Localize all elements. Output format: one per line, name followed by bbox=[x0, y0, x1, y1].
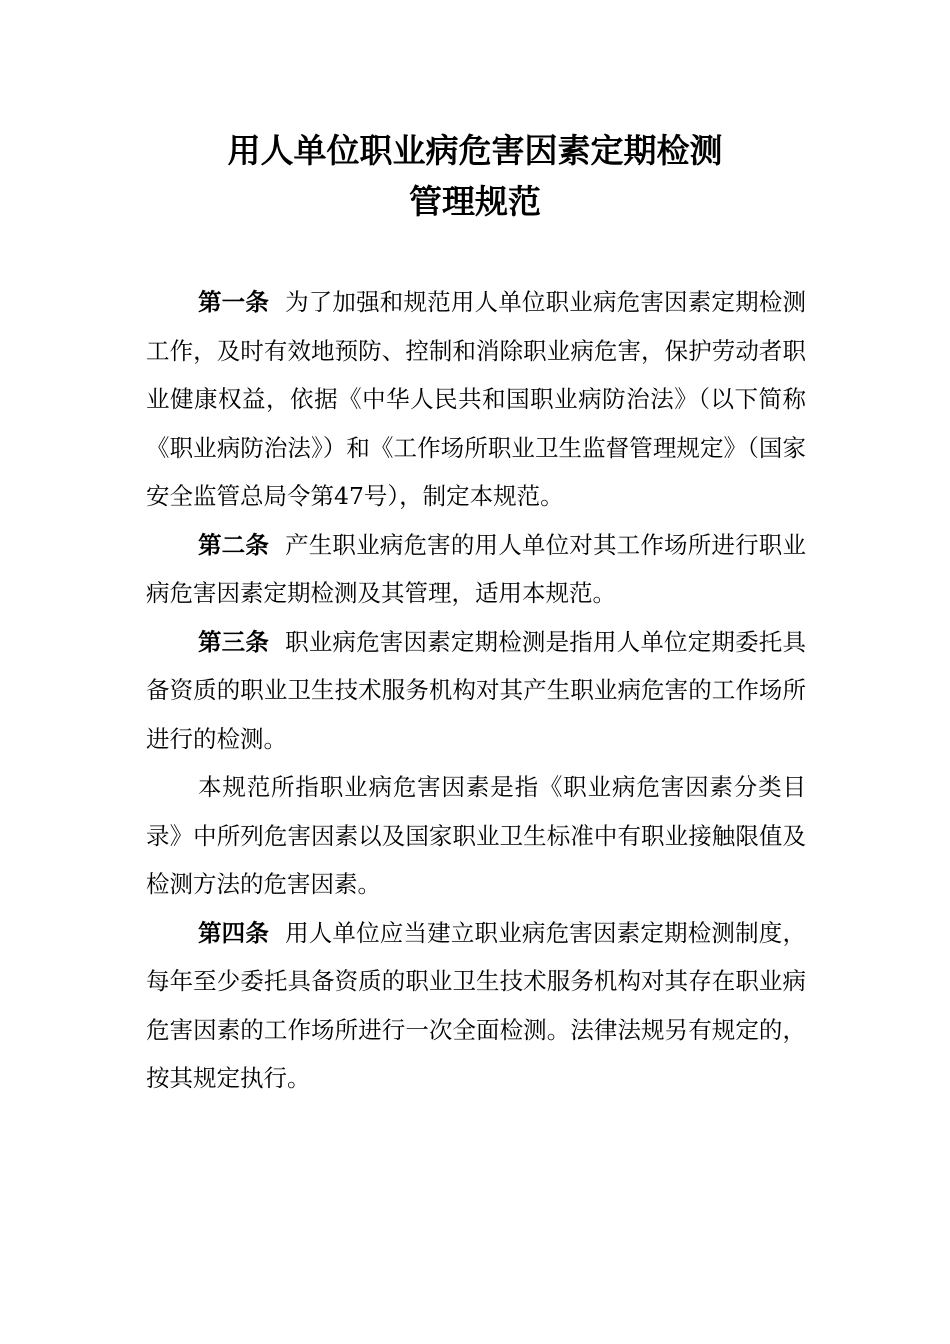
article-1 bbox=[146, 278, 806, 521]
article-3-paragraph-2-text: 本规范所指职业病危害因素是指《职业病危害因素分类目录》中所列危害因素以及国家职业卫生标准中有职业接触限值及检测方法的危害因素。 bbox=[146, 773, 806, 898]
article-3-text: 职业病危害因素定期检测是指用人单位定期委托具备资质的职业卫生技术服务机构对其产生职业病危害的工作场所进行的检测。 bbox=[146, 627, 806, 753]
article-4 bbox=[146, 909, 806, 1103]
article-2-heading: 第二条 bbox=[198, 530, 270, 559]
document-title-line-1: 用人单位职业病危害因素定期检测 bbox=[227, 131, 723, 170]
article-2-text: 产生职业病危害的用人单位对其工作场所进行职业病危害因素定期检测及其管理，适用本规范。 bbox=[146, 530, 806, 607]
article-3 bbox=[146, 618, 806, 764]
article-3-heading: 第三条 bbox=[198, 627, 270, 656]
article-4-text: 用人单位应当建立职业病危害因素定期检测制度，每年至少委托具备资质的职业卫生技术服务机构对其存在职业病危害因素的工作场所进行一次全面检测。法律法规另有规定的，按其规定执行。 bbox=[146, 918, 806, 1092]
article-1-heading: 第一条 bbox=[198, 288, 270, 316]
article-4-heading: 第四条 bbox=[198, 918, 270, 947]
document-body bbox=[146, 278, 806, 1103]
article-1-text: 为了加强和规范用人单位职业病危害因素定期检测工作，及时有效地预防、控制和消除职业病危害，保护劳动者职业健康权益，依据《中华人民共和国职业病防治法》（以下简称《职业病防治法》）和《工作场所职业卫生监督管理规定》（国家安全监管总局令第47号），制定本规范。 bbox=[146, 288, 806, 510]
article-2 bbox=[146, 521, 806, 618]
article-3-paragraph-2 bbox=[146, 763, 806, 909]
document-title-line-2: 管理规范 bbox=[409, 182, 541, 221]
